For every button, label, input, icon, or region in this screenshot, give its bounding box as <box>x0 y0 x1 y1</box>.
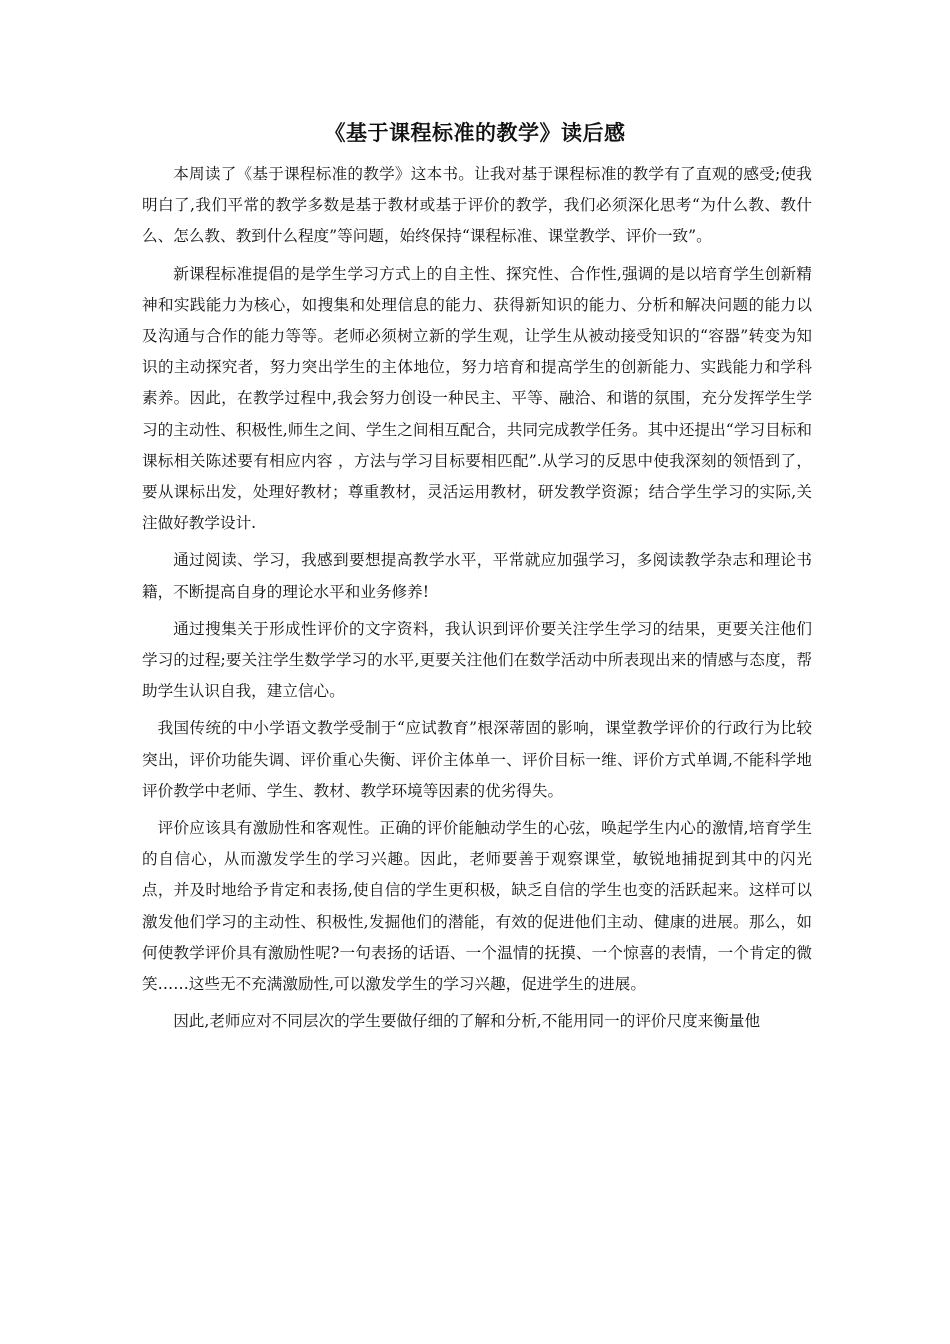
paragraph-1: 本周读了《基于课程标准的教学》这本书。让我对基于课程标准的教学有了直观的感受;使我明白了,我们平常的教学多数是基于教材或基于评价的教学，我们必须深化思考“为什么教、教什么、怎么教、教到什么程度”等问题，始终保持“课程标准、课堂教学、评价一致”。 <box>142 165 812 246</box>
paragraph-7: 因此,老师应对不同层次的学生要做仔细的了解和分析,不能用同一的评价尺度来衡量他 <box>173 1012 761 1031</box>
paragraph-4: 通过搜集关于形成性评价的文字资料，我认识到评价要关注学生学习的结果，更要关注他们学习的过程;要关注学生数学学习的水平,更要关注他们在数学活动中所表现出来的情感与态度，帮助学生认识自我，建立信心。 <box>142 619 812 701</box>
paragraph-5: 我国传统的中小学语文教学受制于“应试教育”根深蒂固的影响，课堂教学评价的行政行为比较突出，评价功能失调、评价重心失衡、评价主体单一、评价目标一维、评价方式单调,不能科学地评价教学中老师、学生、教材、教学环境等因素的优劣得失。 <box>142 719 812 800</box>
document-title: 《基于课程标准的教学》读后感 <box>324 121 626 145</box>
document-body <box>142 159 812 1037</box>
paragraph-2: 新课程标准提倡的是学生学习方式上的自主性、探究性、合作性,强调的是以培育学生创新精神和实践能力为核心，如搜集和处理信息的能力、获得新知识的能力、分析和解决问题的能力以及沟通与合作的能力等等。老师必须树立新的学生观，让学生从被动接受知识的“容器”转变为知识的主动探究者，努力突出学生的主体地位，努力培育和提高学生的创新能力、实践能力和学科素养。因此，在教学过程中,我会努力创设一种民主、平等、融洽、和谐的氛围，充分发挥学生学习的主动性、积极性,师生之间、学生之间相互配合，共同完成教学任务。其中还提出“学习目标和课标相关陈述要有相应内容 ，方法与学习目标要相匹配”.从学习的反思中使我深刻的领悟到了，要从课标出发，处理好教材；尊重教材，灵活运用教材，研发教学资源；结合学生学习的实际,关注做好教学设计. <box>142 264 812 533</box>
paragraph-3: 通过阅读、学习，我感到要想提高教学水平，平常就应加强学习，多阅读教学杂志和理论书籍，不断提高自身的理论水平和业务修养! <box>142 551 812 601</box>
paragraph-6: 评价应该具有激励性和客观性。正确的评价能触动学生的心弦，唤起学生内心的激情,培育学生的自信心，从而激发学生的学习兴趣。因此，老师要善于观察课堂，敏锐地捕捉到其中的闪光点，并及时地给予肯定和表扬,使自信的学生更积极，缺乏自信的学生也变的活跃起来。这样可以激发他们学习的主动性、积极性,发掘他们的潜能，有效的促进他们主动、健康的进展。那么，如何使教学评价具有激励性呢?一句表扬的话语、一个温情的抚摸、一个惊喜的表情，一个肯定的微笑……这些无不充满激励性,可以激发学生的学习兴趣，促进学生的进展。 <box>142 819 812 994</box>
